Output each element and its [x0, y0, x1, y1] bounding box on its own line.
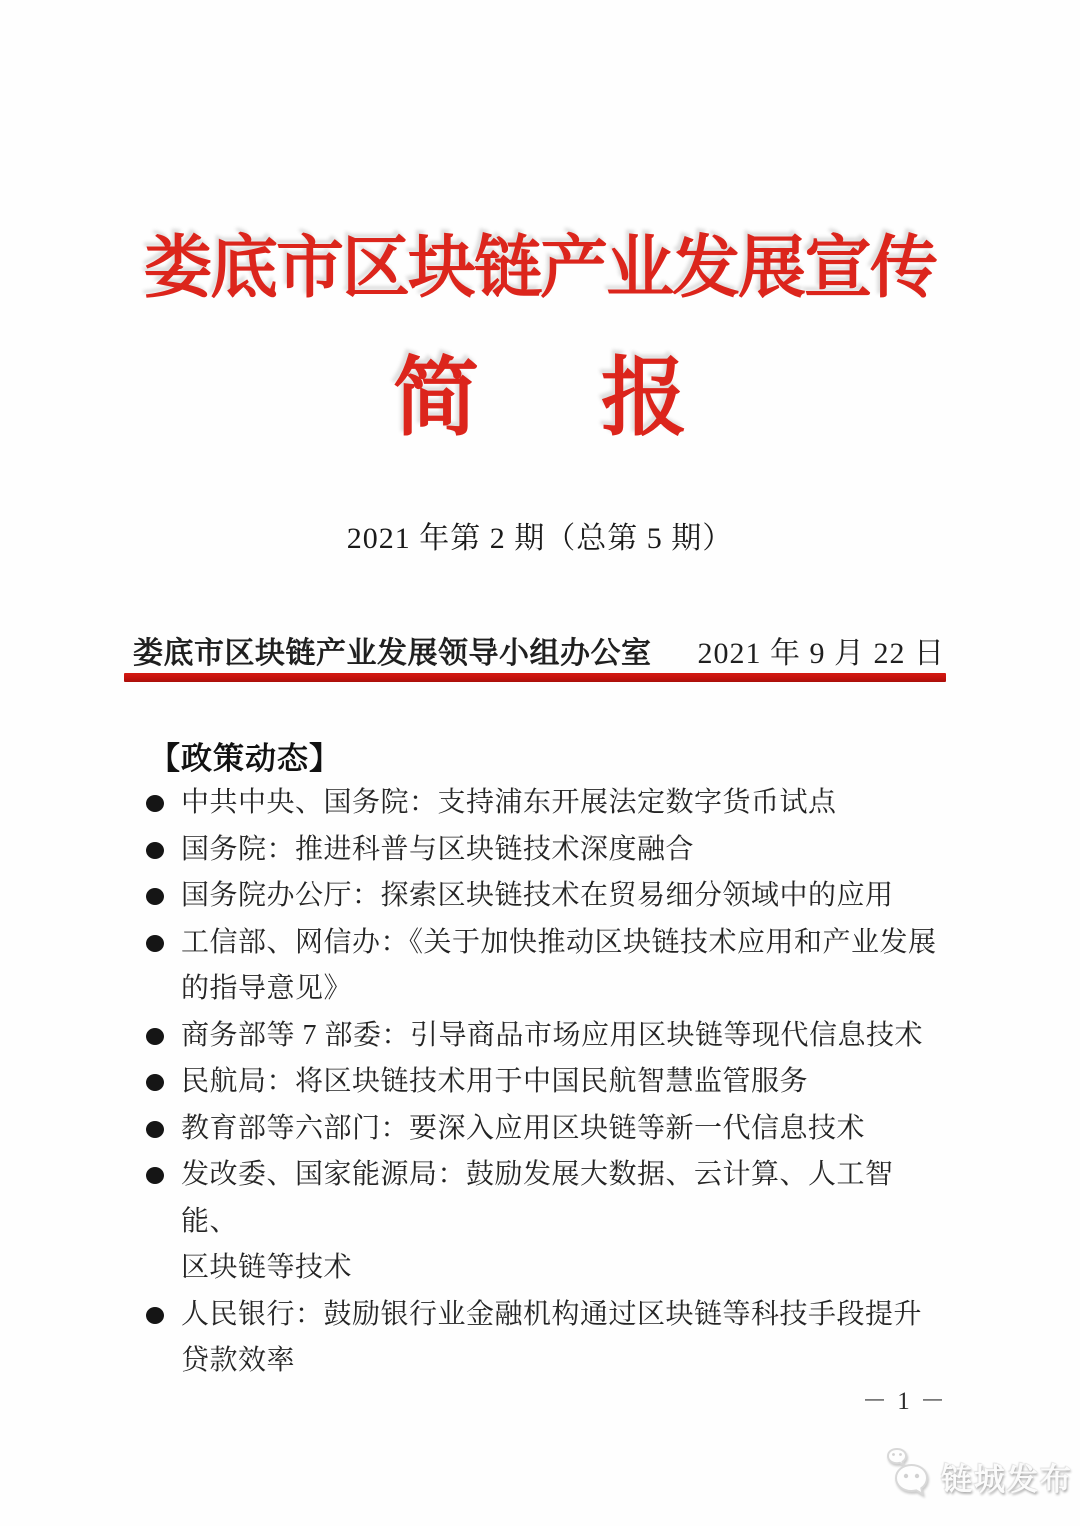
- bullet-icon: [146, 1307, 164, 1324]
- bulletin-title-line2-char1: 简: [393, 350, 479, 446]
- policy-list: [146, 780, 956, 1385]
- policy-item-text: 国务院办公厅：探索区块链技术在贸易细分领域中的应用: [181, 880, 894, 911]
- bullet-icon: [146, 795, 164, 812]
- bulletin-title-line2: [0, 350, 1080, 446]
- policy-item: [146, 780, 956, 827]
- bullet-icon: [146, 888, 164, 905]
- bullet-icon: [146, 1074, 164, 1091]
- section-header-policy-updates: 【政策动态】: [149, 741, 341, 776]
- policy-item-text: 发改委、国家能源局：鼓励发展大数据、云计算、人工智能、 区块链等技术: [181, 1159, 894, 1283]
- watermark-label: 链城发布: [941, 1462, 1073, 1497]
- policy-item: [146, 1013, 956, 1060]
- bullet-icon: [146, 842, 164, 859]
- policy-item-text: 商务部等 7 部委：引导商品市场应用区块链等现代信息技术: [181, 1019, 924, 1051]
- publisher-watermark: [882, 1448, 1073, 1505]
- issue-number-line: 2021 年第 2 期（总第 5 期）: [346, 522, 734, 555]
- policy-item: [146, 1059, 956, 1106]
- header-divider-rule: [124, 673, 946, 682]
- policy-item: [146, 873, 956, 920]
- policy-item-text: 人民银行：鼓励银行业金融机构通过区块链等科技手段提升 贷款效率: [181, 1298, 923, 1376]
- issuing-office: 娄底市区块链产业发展领导小组办公室: [133, 637, 652, 670]
- policy-item-text: 教育部等六部门：要深入应用区块链等新一代信息技术: [181, 1112, 866, 1144]
- policy-item: [146, 1106, 956, 1153]
- policy-item-text: 国务院：推进科普与区块链技术深度融合: [181, 833, 695, 865]
- bullet-icon: [146, 1028, 164, 1045]
- bullet-icon: [146, 935, 164, 952]
- bullet-icon: [146, 1167, 164, 1184]
- policy-item: [146, 1292, 956, 1385]
- page-number: － 1 －: [862, 1388, 948, 1415]
- issue-date: 2021 年 9 月 22 日: [697, 637, 945, 670]
- bullet-icon: [146, 1121, 164, 1138]
- bulletin-title-line1: 娄底市区块链产业发展宣传: [143, 230, 936, 306]
- policy-item: [146, 1152, 956, 1292]
- policy-item-text: 民航局：将区块链技术用于中国民航智慧监管服务: [181, 1066, 809, 1097]
- policy-item: [146, 920, 956, 1013]
- policy-item-text: 中共中央、国务院：支持浦东开展法定数字货币试点: [181, 787, 837, 818]
- policy-item-text: 工信部、网信办：《关于加快推动区块链技术应用和产业发展 的指导意见》: [181, 926, 937, 1004]
- wechat-icon: [882, 1448, 934, 1505]
- byline-row: [133, 634, 945, 674]
- policy-item: [146, 827, 956, 874]
- bulletin-title-line2-char2: 报: [601, 350, 687, 446]
